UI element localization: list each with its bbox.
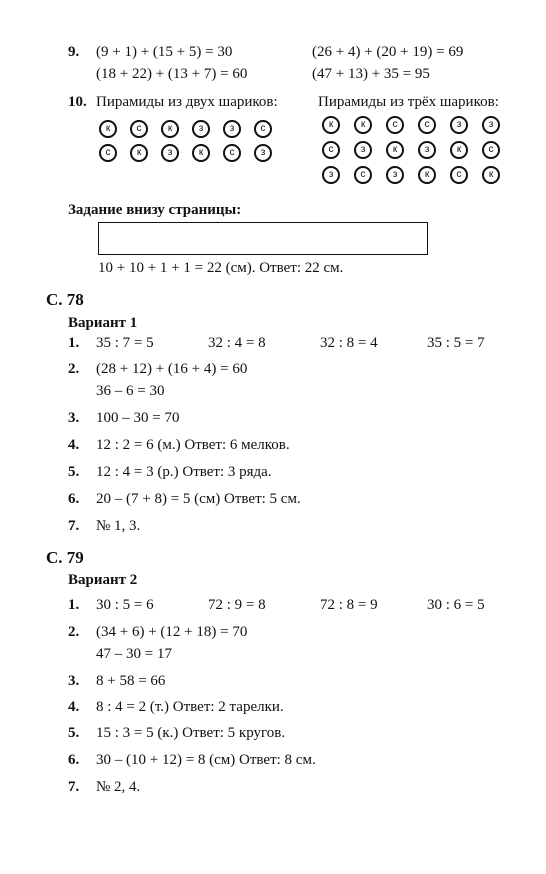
item-number: 3. [68, 410, 80, 426]
item-text: № 1, 3. [96, 518, 141, 534]
three-ball-pyramid-ball: к [322, 116, 340, 134]
item-number: 7. [68, 779, 80, 795]
item-number: 4. [68, 699, 80, 715]
two-ball-pyramid-ball: с [99, 144, 117, 162]
variant-1-heading: Вариант 1 [68, 315, 138, 331]
two-ball-pyramid-ball: з [223, 120, 241, 138]
two-ball-pyramid-ball: к [192, 144, 210, 162]
three-ball-pyramid-ball: з [354, 141, 372, 159]
bottom-task-title: Задание внизу страницы: [68, 202, 242, 218]
item-text: 8 : 4 = 2 (т.) Ответ: 2 тарелки. [96, 699, 284, 715]
item-expression: 35 : 5 = 7 [427, 335, 485, 351]
item-text: № 2, 4. [96, 779, 141, 795]
task9-right-line1: (26 + 4) + (20 + 19) = 69 [312, 44, 464, 60]
three-ball-pyramid-ball: с [386, 116, 404, 134]
two-ball-pyramid-ball: з [161, 144, 179, 162]
item-text: 12 : 2 = 6 (м.) Ответ: 6 мелков. [96, 437, 290, 453]
item-text: 20 – (7 + 8) = 5 (см) Ответ: 5 см. [96, 491, 301, 507]
item-number: 1. [68, 335, 80, 351]
two-ball-pyramid-ball: з [254, 144, 272, 162]
two-ball-pyramid-ball: с [223, 144, 241, 162]
three-ball-pyramids-title: Пирамиды из трёх шариков: [318, 94, 499, 110]
three-ball-pyramid-ball: з [418, 141, 436, 159]
three-ball-pyramid-ball: с [450, 166, 468, 184]
item-expression: 32 : 8 = 4 [320, 335, 378, 351]
item-line: (28 + 12) + (16 + 4) = 60 [96, 361, 248, 377]
item-number: 5. [68, 725, 80, 741]
item-expression: 30 : 5 = 6 [96, 597, 154, 613]
item-number: 7. [68, 518, 80, 534]
three-ball-pyramid-ball: з [450, 116, 468, 134]
item-line: 36 – 6 = 30 [96, 383, 165, 399]
item-number: 5. [68, 464, 80, 480]
two-ball-pyramid-ball: к [161, 120, 179, 138]
two-ball-pyramid-ball: к [130, 144, 148, 162]
bottom-task-calculation: 10 + 10 + 1 + 1 = 22 (см). Ответ: 22 см. [98, 260, 344, 276]
page-78-heading: С. 78 [46, 290, 84, 309]
item-expression: 72 : 8 = 9 [320, 597, 378, 613]
item-text: 8 + 58 = 66 [96, 673, 166, 689]
three-ball-pyramid-ball: с [418, 116, 436, 134]
task9-number: 9. [68, 44, 80, 60]
item-line: 47 – 30 = 17 [96, 646, 172, 662]
item-number: 6. [68, 491, 80, 507]
variant-2-heading: Вариант 2 [68, 572, 138, 588]
task9-right-line2: (47 + 13) + 35 = 95 [312, 66, 430, 82]
three-ball-pyramid-ball: к [482, 166, 500, 184]
item-expression: 32 : 4 = 8 [208, 335, 266, 351]
item-number: 6. [68, 752, 80, 768]
two-ball-pyramid-ball: с [130, 120, 148, 138]
item-text: 15 : 3 = 5 (к.) Ответ: 5 кругов. [96, 725, 286, 741]
item-number: 1. [68, 597, 80, 613]
item-expression: 35 : 7 = 5 [96, 335, 154, 351]
three-ball-pyramid-ball: с [322, 141, 340, 159]
three-ball-pyramid-ball: с [482, 141, 500, 159]
three-ball-pyramid-ball: к [354, 116, 372, 134]
item-expression: 30 : 6 = 5 [427, 597, 485, 613]
item-line: (34 + 6) + (12 + 18) = 70 [96, 624, 248, 640]
three-ball-pyramid-ball: з [482, 116, 500, 134]
two-ball-pyramids-title: Пирамиды из двух шариков: [96, 94, 278, 110]
task9-left-line1: (9 + 1) + (15 + 5) = 30 [96, 44, 233, 60]
two-ball-pyramid-ball: к [99, 120, 117, 138]
three-ball-pyramid-ball: к [450, 141, 468, 159]
item-number: 2. [68, 361, 80, 377]
item-text: 100 – 30 = 70 [96, 410, 180, 426]
two-ball-pyramid-ball: з [192, 120, 210, 138]
item-expression: 72 : 9 = 8 [208, 597, 266, 613]
three-ball-pyramid-ball: к [418, 166, 436, 184]
three-ball-pyramid-ball: к [386, 141, 404, 159]
two-ball-pyramid-ball: с [254, 120, 272, 138]
item-number: 3. [68, 673, 80, 689]
task10-number: 10. [68, 94, 87, 110]
task9-left-line2: (18 + 22) + (13 + 7) = 60 [96, 66, 248, 82]
three-ball-pyramid-ball: с [354, 166, 372, 184]
three-ball-pyramid-ball: з [322, 166, 340, 184]
page-79-heading: С. 79 [46, 548, 84, 567]
item-text: 12 : 4 = 3 (р.) Ответ: 3 ряда. [96, 464, 272, 480]
three-ball-pyramid-ball: з [386, 166, 404, 184]
answer-box [98, 222, 428, 255]
item-number: 2. [68, 624, 80, 640]
item-number: 4. [68, 437, 80, 453]
item-text: 30 – (10 + 12) = 8 (см) Ответ: 8 см. [96, 752, 316, 768]
